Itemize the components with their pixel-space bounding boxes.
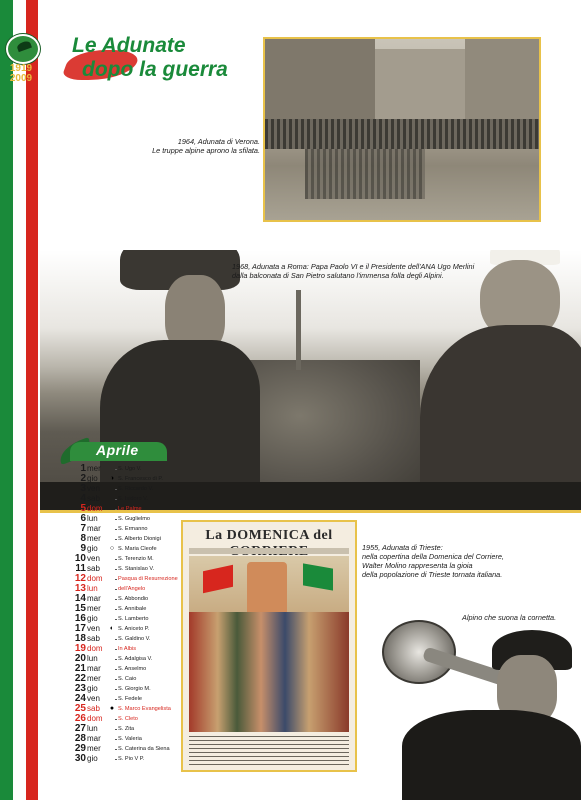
day-number: 8 — [80, 533, 86, 544]
cover-caption-text — [189, 736, 349, 766]
row-dash — [115, 649, 117, 650]
moon-phase-icon: ◑ — [109, 475, 115, 482]
title-line-2: dopo la guerra — [82, 58, 228, 81]
weekday: sab — [87, 564, 100, 573]
photo-1964-verona — [263, 37, 541, 222]
day-number: 26 — [74, 713, 86, 724]
day-number: 23 — [74, 683, 86, 694]
saint-name: S. Abbondio — [118, 596, 149, 602]
row-dash — [115, 519, 117, 520]
day-number: 17 — [74, 623, 86, 634]
day-number: 28 — [74, 733, 86, 744]
day-number: 24 — [74, 693, 86, 704]
photo-alpino-cornetta — [372, 620, 581, 800]
row-dash — [115, 739, 117, 740]
saint-name: S. Guglielmo — [118, 516, 151, 522]
row-dash — [115, 579, 117, 580]
row-dash — [115, 499, 117, 500]
weekday: ven — [87, 484, 100, 493]
weekday: lun — [87, 514, 98, 523]
weekday: dom — [87, 714, 103, 723]
saint-name: S. Ugo V. — [118, 466, 142, 472]
weekday: gio — [87, 544, 98, 553]
weekday: sab — [87, 494, 100, 503]
day-number: 19 — [74, 643, 86, 654]
row-dash — [115, 699, 117, 700]
weekday: dom — [87, 644, 103, 653]
row-dash — [115, 719, 117, 720]
weekday: mar — [87, 524, 101, 533]
saint-name: S. Riccardo V. — [118, 486, 154, 492]
page-title — [62, 32, 262, 92]
caption-1968-line-1: 1968, Adunata a Roma: Papa Paolo VI e il Presidente dell'ANA Ugo Merlini — [232, 262, 475, 271]
caption-1964-line-1: 1964, Adunata di Verona. — [177, 137, 260, 146]
saint-name: S. Pio V P. — [118, 756, 145, 762]
weekday: ven — [87, 694, 100, 703]
weekday: gio — [87, 754, 98, 763]
weekday: mer — [87, 464, 101, 473]
caption-alpino: Alpino che suona la cornetta. — [462, 613, 557, 622]
weekday: mer — [87, 534, 101, 543]
row-dash — [115, 669, 117, 670]
day-number: 7 — [80, 523, 86, 534]
caption-1955-line-1: 1955, Adunata di Trieste: — [362, 543, 443, 552]
saint-name: S. Zita — [118, 726, 135, 732]
row-dash — [115, 559, 117, 560]
caption-1955-line-3: Walter Molino rappresenta la gioia — [362, 561, 473, 570]
row-dash — [115, 659, 117, 660]
years-start: 1919 — [9, 63, 33, 74]
cover-masthead: La DOMENICA del — [205, 528, 333, 543]
day-number: 2 — [80, 473, 86, 484]
row-dash — [115, 729, 117, 730]
weekday: lun — [87, 724, 98, 733]
photo-building-left — [265, 39, 375, 124]
saint-name: S. Maria Cleofe — [118, 546, 157, 552]
day-number: 13 — [74, 583, 86, 594]
saint-name: S. Terenzio M. — [118, 556, 154, 562]
saint-name: S. Annibale — [118, 606, 147, 612]
caption-1964 — [150, 137, 260, 155]
weekday: mer — [87, 674, 101, 683]
saint-name: S. Caterina da Siena — [118, 746, 170, 752]
weekday: lun — [87, 654, 98, 663]
ana-logo-icon — [6, 34, 40, 64]
photo-obelisk — [296, 290, 301, 370]
years-end: 2009 — [9, 73, 33, 84]
flag-stripe-white — [13, 0, 26, 800]
row-dash — [115, 609, 117, 610]
day-number: 29 — [74, 743, 86, 754]
weekday: gio — [87, 614, 98, 623]
day-number: 4 — [80, 493, 86, 504]
saint-name: S. Cleto — [118, 716, 138, 722]
saint-name: dell'Angelo — [118, 586, 146, 592]
day-number: 15 — [74, 603, 86, 614]
title-line-1: Le Adunate — [72, 34, 186, 57]
saint-name: S. Caio — [118, 676, 137, 682]
saint-name: S. Alberto Dionigi — [118, 536, 161, 542]
photo-building-right — [465, 39, 541, 119]
day-number: 1 — [80, 463, 86, 474]
row-dash — [115, 469, 117, 470]
day-number: 18 — [74, 633, 86, 644]
saint-name: S. Adalgisa V. — [118, 656, 153, 662]
row-dash — [115, 619, 117, 620]
photo-building-center — [375, 49, 465, 119]
photo-marching-troops — [265, 119, 541, 149]
saint-name: Le Palme — [118, 506, 142, 512]
flag-stripe-red — [26, 0, 38, 800]
weekday: mar — [87, 664, 101, 673]
caption-1955-line-2: nella copertina della Domenica del Corriere, — [362, 552, 504, 561]
weekday: dom — [87, 574, 103, 583]
weekday: dom — [87, 504, 103, 513]
moon-phase-icon: ● — [109, 705, 115, 712]
day-number: 25 — [74, 703, 86, 714]
saint-name: S. Marco Evangelista — [118, 706, 171, 712]
saint-name: Pasqua di Resurrezione — [118, 576, 178, 582]
row-dash — [115, 639, 117, 640]
weekday: sab — [87, 634, 100, 643]
saint-name: S. Francesco di P. — [118, 476, 163, 482]
day-number: 3 — [80, 483, 86, 494]
day-number: 6 — [80, 513, 86, 524]
row-dash — [115, 689, 117, 690]
weekday: gio — [87, 474, 98, 483]
cover-crowd — [189, 612, 349, 732]
day-number: 30 — [74, 753, 86, 764]
saint-name: In Albis — [118, 646, 137, 652]
saint-name: S. Anselmo — [118, 666, 147, 672]
day-number: 5 — [80, 503, 86, 514]
day-number: 21 — [74, 663, 86, 674]
caption-1968-line-2: dalla balconata di San Pietro salutano l'immensa folla degli Alpini. — [232, 271, 444, 280]
saint-name: S. Lamberto — [118, 616, 149, 622]
weekday: lun — [87, 584, 98, 593]
row-dash — [115, 589, 117, 590]
row-dash — [115, 539, 117, 540]
weekday: ven — [87, 624, 100, 633]
row-dash — [115, 529, 117, 530]
alpino-body — [402, 710, 581, 800]
saint-name: S. Isidoro V. — [118, 496, 148, 502]
caption-1968 — [232, 262, 522, 280]
moon-phase-icon: ◐ — [109, 625, 115, 632]
weekday: mar — [87, 734, 101, 743]
weekday: mer — [87, 604, 101, 613]
row-dash — [115, 569, 117, 570]
caption-1955-line-4: della popolazione di Trieste tornata italiana. — [362, 570, 503, 579]
weekday: sab — [87, 704, 100, 713]
saint-name: S. Stanislao V. — [118, 566, 155, 572]
day-number: 20 — [74, 653, 86, 664]
day-number: 12 — [74, 573, 86, 584]
row-dash — [115, 759, 117, 760]
day-number: 14 — [74, 593, 86, 604]
calendar-day-row — [66, 754, 176, 764]
day-number: 27 — [74, 723, 86, 734]
cover-subheader — [189, 548, 349, 554]
day-number: 16 — [74, 613, 86, 624]
row-dash — [115, 749, 117, 750]
photo-front-column — [305, 149, 425, 199]
saint-name: S. Valeria — [118, 736, 142, 742]
weekday: gio — [87, 684, 98, 693]
day-number: 11 — [75, 563, 86, 574]
photo-domenica-corriere-cover — [181, 520, 357, 772]
weekday: mer — [87, 744, 101, 753]
calendar-list — [66, 464, 176, 764]
photo-pope-figure — [410, 250, 581, 510]
saint-name: S. Fedele — [118, 696, 142, 702]
day-number: 9 — [80, 543, 86, 554]
saint-name: S. Giorgio M. — [118, 686, 151, 692]
weekday: mar — [87, 594, 101, 603]
moon-phase-icon: ○ — [109, 545, 115, 552]
row-dash — [115, 679, 117, 680]
caption-1955 — [362, 543, 562, 579]
row-dash — [115, 489, 117, 490]
row-dash — [115, 509, 117, 510]
caption-1964-line-2: Le truppe alpine aprono la sfilata. — [152, 146, 260, 155]
weekday: ven — [87, 554, 100, 563]
row-dash — [115, 599, 117, 600]
day-number: 10 — [74, 553, 86, 564]
flag-stripe-green — [0, 0, 13, 800]
saint-name: S. Ermanno — [118, 526, 148, 532]
calendar-month: Aprile — [96, 442, 139, 458]
day-number: 22 — [74, 673, 86, 684]
saint-name: S. Aniceto P. — [118, 626, 150, 632]
saint-name: S. Galdino V. — [118, 636, 151, 642]
